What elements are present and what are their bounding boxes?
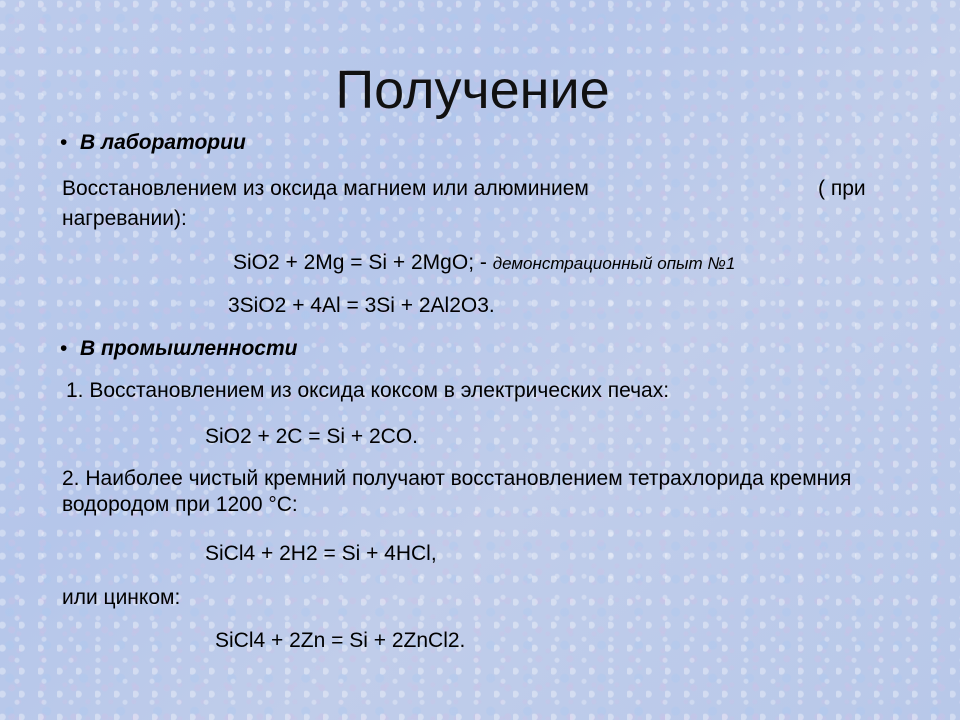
equation-4: SiCl4 + 2H2 = Si + 4HCl,	[205, 542, 437, 565]
or-zinc-text: или цинком:	[62, 586, 181, 609]
industry-item-1: 1. Восстановлением из оксида коксом в электрических печах:	[66, 379, 670, 402]
industry-heading-text: В промышленности	[80, 337, 298, 360]
equation-2: 3SiO2 + 4Al = 3Si + 2Al2O3.	[228, 294, 495, 317]
bullet-icon: •	[60, 337, 68, 360]
bullet-icon: •	[60, 131, 68, 154]
equation-5: SiCl4 + 2Zn = Si + 2ZnCl2.	[215, 629, 466, 652]
industry-item-2: 2. Наиболее чистый кремний получают восстановлением тетрахлорида кремния водородом при 1200 °C:	[62, 467, 852, 516]
equation-1	[233, 250, 735, 277]
lab-text-line2: нагревании):	[62, 207, 187, 230]
lab-text-line1	[62, 176, 589, 202]
slide-title: Получение	[335, 60, 610, 120]
equation-3: SiO2 + 2C = Si + 2CO.	[205, 425, 419, 448]
lab-text-line1-right: ( при	[818, 177, 866, 200]
equation-1-note: демонстрационный опыт №1	[492, 254, 736, 273]
equation-1-text: SiO2 + 2Mg = Si + 2MgO; -	[233, 251, 493, 274]
industry-heading	[60, 336, 297, 362]
lab-text-line1-main: Восстановлением из оксида магнием или алюминием	[62, 177, 589, 200]
lab-heading-text: В лаборатории	[80, 131, 246, 154]
lab-heading	[60, 130, 246, 156]
